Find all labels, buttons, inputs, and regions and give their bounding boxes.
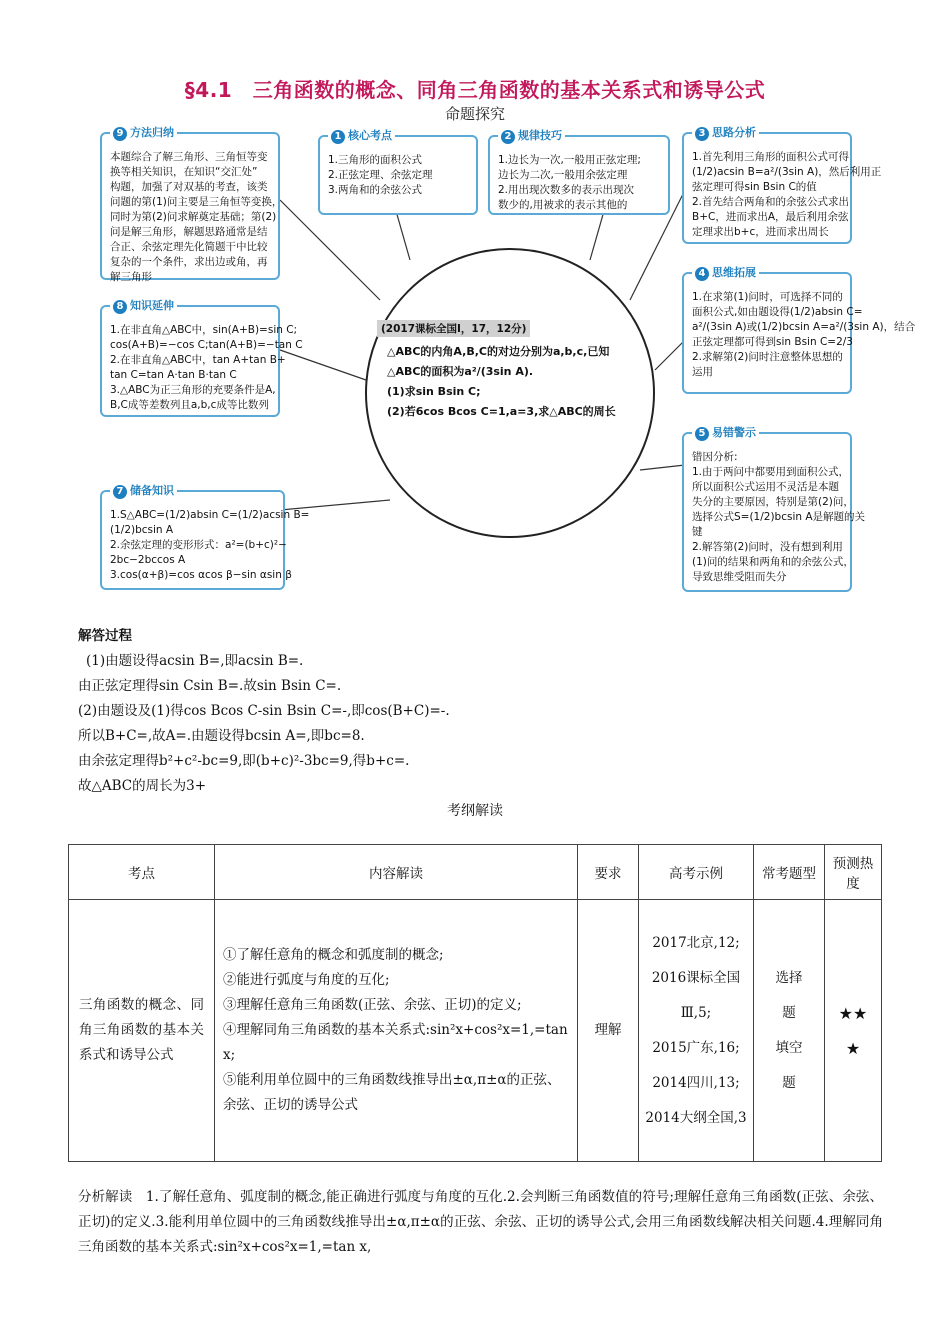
header-kaodian: 考点 [69,845,215,900]
syllabus-table [68,844,882,1162]
star-icon: ★★ [838,1003,868,1023]
box-tag: 3 思路分析 [692,125,759,141]
mind-map [90,120,916,620]
table-row [69,900,882,1162]
star-icon: ★ [845,1038,861,1058]
section-subtitle: 命题探究 [444,105,505,123]
cell-neirong: ①了解任意角的概念和弧度制的概念; ②能进行弧度与角度的互化; ③理解任意角三角函数(正弦、余弦、正切)的定义; ④理解同角三角函数的基本关系式:sin²x+cos²x=1,=tan x; ⑤能利用单位圆中的三角函数线推导出±α,π±α的正弦、余弦、正切的诱导公式 [215,900,578,1162]
box-method-summary: 9 方法归纳 本题综合了解三角形、三角恒等变 换等相关知识，在知识“交汇处” 构题，加强了对双基的考查，该类 问题的第(1)问主要是三角恒等变换， 同时为第(2)问求解奠定基础；第(2) 问是解三角形，解题思路通常是结 合正、余弦定理先化简题干中比较 复杂的一个条件，求出边或角，再 解三角形 [100,132,280,280]
header-yaoqiu: 要求 [578,845,639,900]
solution-line: 由余弦定理得b²+c²-bc=9,即(b+c)²-3bc=9,得b+c=. [78,753,410,769]
cell-redu [825,900,882,1162]
box-idea-analysis: 3 思路分析 1.首先利用三角形的面积公式可得 (1/2)acsin B=a²/(3sin A)，然后利用正 弦定理可得sin Bsin C的值 2.首先结合两角和的余弦公式求出 B+C，进而求出A，最后利用余弦 定理求出b+c，进而求出周长 [682,132,852,244]
box-tag: 4 思维拓展 [692,265,759,281]
box-rules-tips: 2 规律技巧 1.边长为一次,一般用正弦定理; 边长为二次,一般用余弦定理 2.用出现次数多的表示出现次 数少的,用被求的表示其他的 [488,135,670,215]
box-tag: 2 规律技巧 [498,128,565,144]
box-tag: 5 易错警示 [692,425,759,441]
solution-line: (2)由题设及(1)得cos Bcos C-sin Bsin C=-,即cos(B+C)=-. [78,703,450,719]
solution-heading: 解答过程 [78,628,132,644]
box-reserve-knowledge: 7 储备知识 1.S△ABC=(1/2)absin C=(1/2)acsin B= (1/2)bcsin A 2.余弦定理的变形形式：a²=(b+c)²− 2bc−2bccos A 3.cos(α+β)=cos αcos β−sin αsin β [100,490,285,590]
solution-section [78,624,898,799]
solution-line: 故△ABC的周长为3+ [78,778,207,794]
solution-line: 所以B+C=,故A=.由题设得bcsin A=,即bc=8. [78,728,365,744]
header-neirong: 内容解读 [215,845,578,900]
header-tixing: 常考题型 [754,845,825,900]
box-tag: 9 方法归纳 [110,125,177,141]
box-knowledge-extension: 8 知识延伸 1.在非直角△ABC中，sin(A+B)=sin C; cos(A+B)=−cos C;tan(A+B)=−tan C 2.在非直角△ABC中，tan A+tan B+ tan C=tan A·tan B·tan C 3.△ABC为正三角形的充要条件是A, B,C成等差数列且a,b,c成等比数列 [100,305,280,417]
box-error-warning: 5 易错警示 错因分析: 1.由于两问中都要用到面积公式， 所以面积公式运用不灵活是本题 失分的主要原因，特别是第(2)问， 选择公式S=(1/2)bcsin A是解题的关 键 2.解答第(2)问时，没有想到利用 (1)问的结果和两角和的余弦公式， 导致思维受阻而失分 [682,432,852,592]
problem-source: (2017课标全国Ⅰ，17，12分) [377,320,530,337]
cell-yaoqiu: 理解 [578,900,639,1162]
box-tag: 1 核心考点 [328,128,395,144]
box-tag: 8 知识延伸 [110,298,177,314]
box-tag: 7 储备知识 [110,483,177,499]
header-redu: 预测热度 [825,845,882,900]
box-thinking-extension: 4 思维拓展 1.在求第(1)问时，可选择不同的 面积公式,如由题设得(1/2)absin C= a²/(3sin A)或(1/2)bcsin A=a²/(3sin A)，结合 正弦定理都可得到sin Bsin C=2/3 2.求解第(2)问时注意整体思想的 运用 [682,272,852,394]
cell-shili: 2017北京,12; 2016课标全国Ⅲ,5; 2015广东,16; 2014四川,13; 2014大纲全国,3 [639,900,754,1162]
problem-circle [365,248,655,538]
solution-line: (1)由题设得acsin B=,即acsin B=. [86,653,304,669]
header-shili: 高考示例 [639,845,754,900]
cell-tixing: 选择 题 填空 题 [754,900,825,1162]
section-heading-syllabus: 考纲解读 [447,803,503,819]
analysis-paragraph: 分析解读 1.了解任意角、弧度制的概念,能正确进行弧度与角度的互化.2.会判断三角函数值的符号;理解任意角三角函数(正弦、余弦、正切)的定义.3.能利用单位圆中的三角函数线推导出±α,π±α的正弦、余弦、正切的诱导公式,会用三角函数线解决相关问题.4.理解同角三角函数的基本关系式:sin²x+cos²x=1,=tan x, [78,1189,883,1255]
page-title: §4.1 三角函数的概念、同角三角函数的基本关系式和诱导公式 [184,78,766,102]
cell-kaodian: 三角函数的概念、同角三角函数的基本关系式和诱导公式 [69,900,215,1162]
solution-line: 由正弦定理得sin Csin B=.故sin Bsin C=. [78,678,342,694]
problem-text: △ABC的内角A,B,C的对边分别为a,b,c,已知 △ABC的面积为a²/(3sin A). (1)求sin Bsin C; (2)若6cos Bcos C=1,a=3,求△ABC的周长 [387,345,616,418]
box-core-points: 1 核心考点 1.三角形的面积公式 2.正弦定理、余弦定理 3.两角和的余弦公式 [318,135,478,215]
